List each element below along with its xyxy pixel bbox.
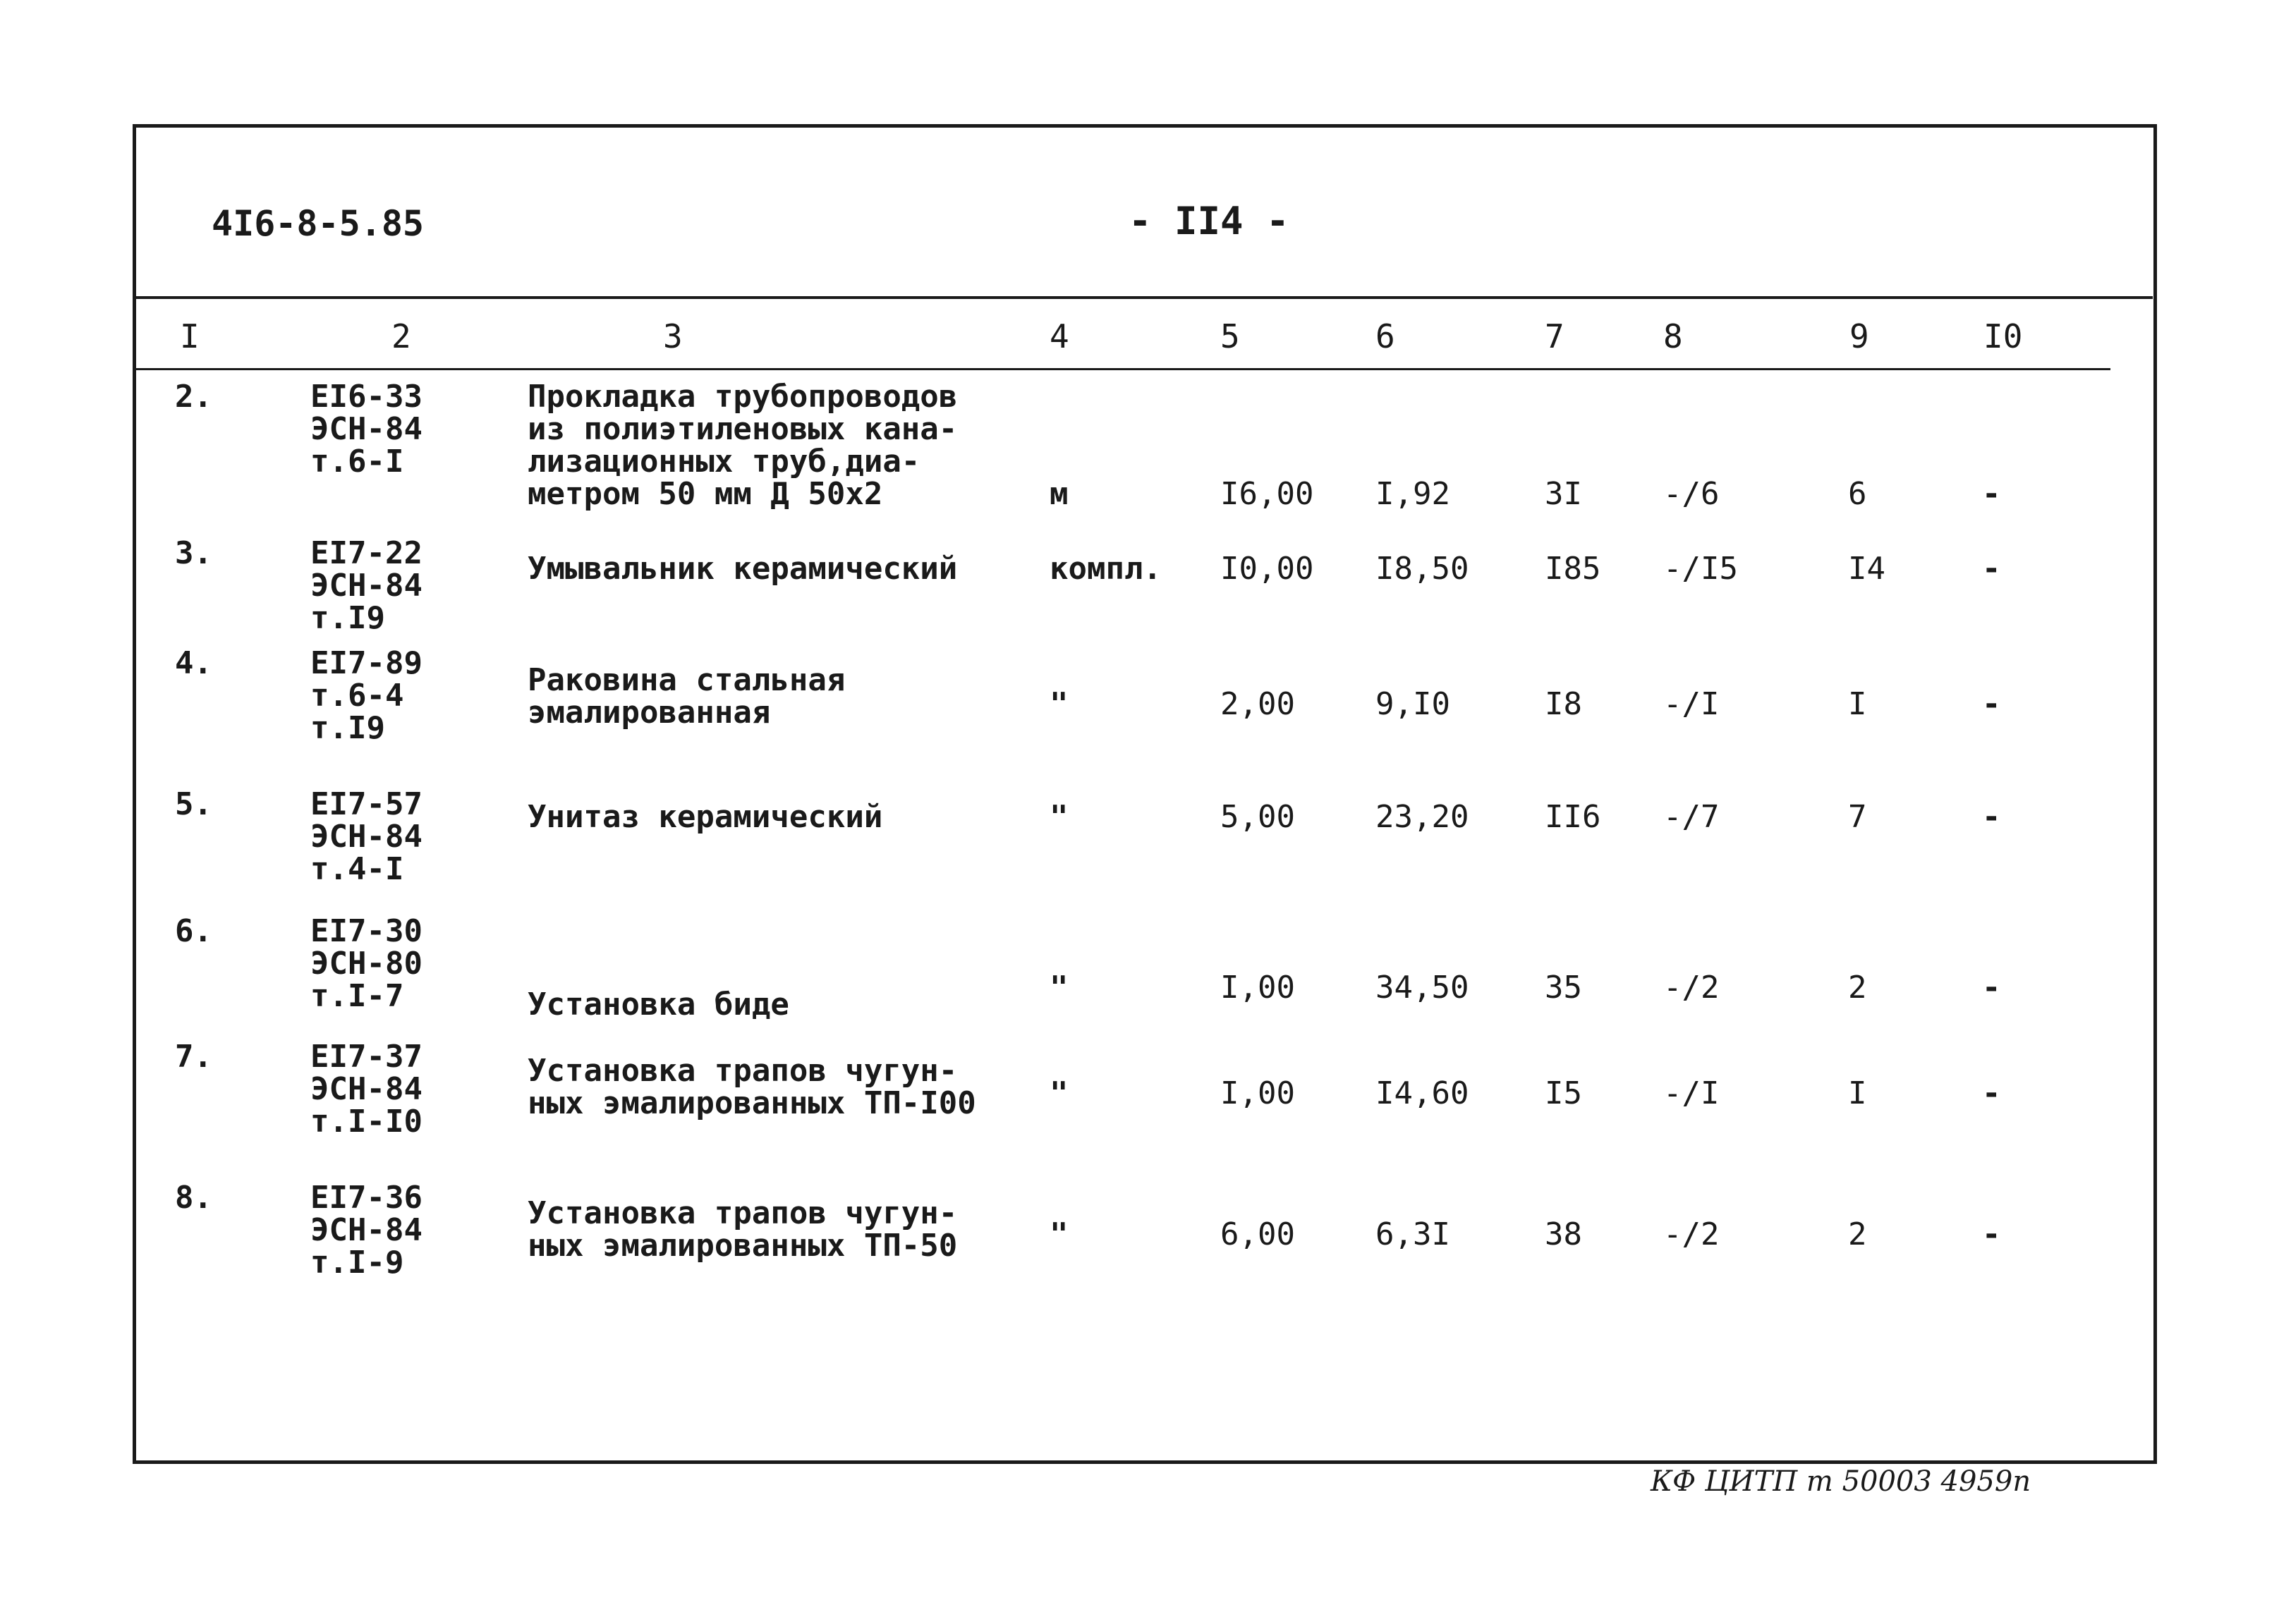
row-name: Прокладка трубопроводов из полиэтиленовых кана- лизационных труб,диа- метром 50 мм Д 50х2 (528, 379, 958, 512)
column-header: 6 (1375, 317, 1395, 355)
row-number: 6. (175, 913, 212, 949)
column-header: 4 (1050, 317, 1069, 355)
row-number: 7. (175, 1039, 212, 1075)
row-col6: I8,50 (1375, 551, 1469, 587)
column-header: 3 (663, 317, 683, 355)
row-name: Раковина стальная эмалированная (528, 662, 846, 731)
row-name: Установка биде (528, 987, 789, 1022)
row-col9: I4 (1848, 551, 1885, 587)
row-name: Установка трапов чугун- ных эмалированных ТП-50 (528, 1195, 958, 1264)
column-header: 8 (1663, 317, 1683, 355)
row-unit: " (1050, 1216, 1069, 1252)
row-col9: 2 (1848, 970, 1867, 1006)
row-name: Установка трапов чугун- ных эмалированных ТП-I00 (528, 1053, 976, 1121)
row-unit: м (1050, 476, 1069, 512)
row-col6: I,92 (1375, 476, 1450, 512)
row-col9: 7 (1848, 799, 1867, 835)
column-header: 2 (391, 317, 411, 355)
row-unit: " (1050, 799, 1069, 835)
row-col7: 35 (1545, 970, 1582, 1006)
row-col8: -/I (1663, 1075, 1720, 1111)
document-code: 4I6-8-5.85 (212, 203, 425, 244)
row-col6: 23,20 (1375, 799, 1469, 835)
row-col6: 34,50 (1375, 970, 1469, 1006)
header-divider (135, 296, 2153, 299)
row-col6: 6,3I (1375, 1216, 1450, 1252)
row-code: EI7-57 ЭСН-84 т.4-I (310, 786, 423, 887)
row-col9: 6 (1848, 476, 1867, 512)
column-header: I (180, 317, 200, 355)
row-col10: - (1982, 1075, 2001, 1111)
row-unit: компл. (1050, 551, 1162, 587)
row-code: EI6-33 ЭСН-84 т.6-I (310, 379, 423, 480)
row-col8: -/2 (1663, 1216, 1720, 1252)
row-col5: 6,00 (1220, 1216, 1295, 1252)
row-col10: - (1982, 476, 2001, 512)
row-col9: I (1848, 686, 1867, 722)
row-number: 8. (175, 1180, 212, 1216)
row-col9: I (1848, 1075, 1867, 1111)
row-code: EI7-89 т.6-4 т.I9 (310, 645, 423, 746)
row-col7: 38 (1545, 1216, 1582, 1252)
row-col7: I5 (1545, 1075, 1582, 1111)
row-col8: -/7 (1663, 799, 1720, 835)
row-col5: 5,00 (1220, 799, 1295, 835)
row-number: 2. (175, 379, 212, 415)
row-unit: " (1050, 686, 1069, 722)
row-col10: - (1982, 551, 2001, 587)
row-col10: - (1982, 1216, 2001, 1252)
row-number: 3. (175, 535, 212, 571)
row-col9: 2 (1848, 1216, 1867, 1252)
row-col8: -/I (1663, 686, 1720, 722)
row-code: EI7-37 ЭСН-84 т.I-I0 (310, 1039, 423, 1140)
row-name: Умывальник керамический (528, 551, 958, 587)
archive-stamp: КФ ЦИТП т 50003 4959п (1651, 1465, 2031, 1498)
column-header: 9 (1849, 317, 1869, 355)
row-col5: I6,00 (1220, 476, 1314, 512)
row-col10: - (1982, 799, 2001, 835)
row-col7: 3I (1545, 476, 1582, 512)
column-header: I0 (1983, 317, 2023, 355)
row-col8: -/6 (1663, 476, 1720, 512)
row-number: 5. (175, 786, 212, 822)
row-col7: I8 (1545, 686, 1582, 722)
column-header-divider (135, 368, 2110, 370)
row-col6: 9,I0 (1375, 686, 1450, 722)
row-col5: I0,00 (1220, 551, 1314, 587)
row-col7: II6 (1545, 799, 1601, 835)
row-code: EI7-22 ЭСН-84 т.I9 (310, 535, 423, 636)
row-col10: - (1982, 970, 2001, 1006)
column-header: 7 (1545, 317, 1564, 355)
row-code: EI7-30 ЭСН-80 т.I-7 (310, 913, 423, 1014)
column-header: 5 (1220, 317, 1240, 355)
page-number: - II4 - (1129, 199, 1289, 243)
row-name: Унитаз керамический (528, 799, 883, 835)
row-col8: -/2 (1663, 970, 1720, 1006)
row-unit: " (1050, 1075, 1069, 1111)
row-col5: I,00 (1220, 1075, 1295, 1111)
row-col10: - (1982, 686, 2001, 722)
row-col5: I,00 (1220, 970, 1295, 1006)
row-col6: I4,60 (1375, 1075, 1469, 1111)
row-unit: " (1050, 970, 1069, 1006)
row-col8: -/I5 (1663, 551, 1738, 587)
row-col5: 2,00 (1220, 686, 1295, 722)
row-col7: I85 (1545, 551, 1601, 587)
row-number: 4. (175, 645, 212, 681)
row-code: EI7-36 ЭСН-84 т.I-9 (310, 1180, 423, 1281)
